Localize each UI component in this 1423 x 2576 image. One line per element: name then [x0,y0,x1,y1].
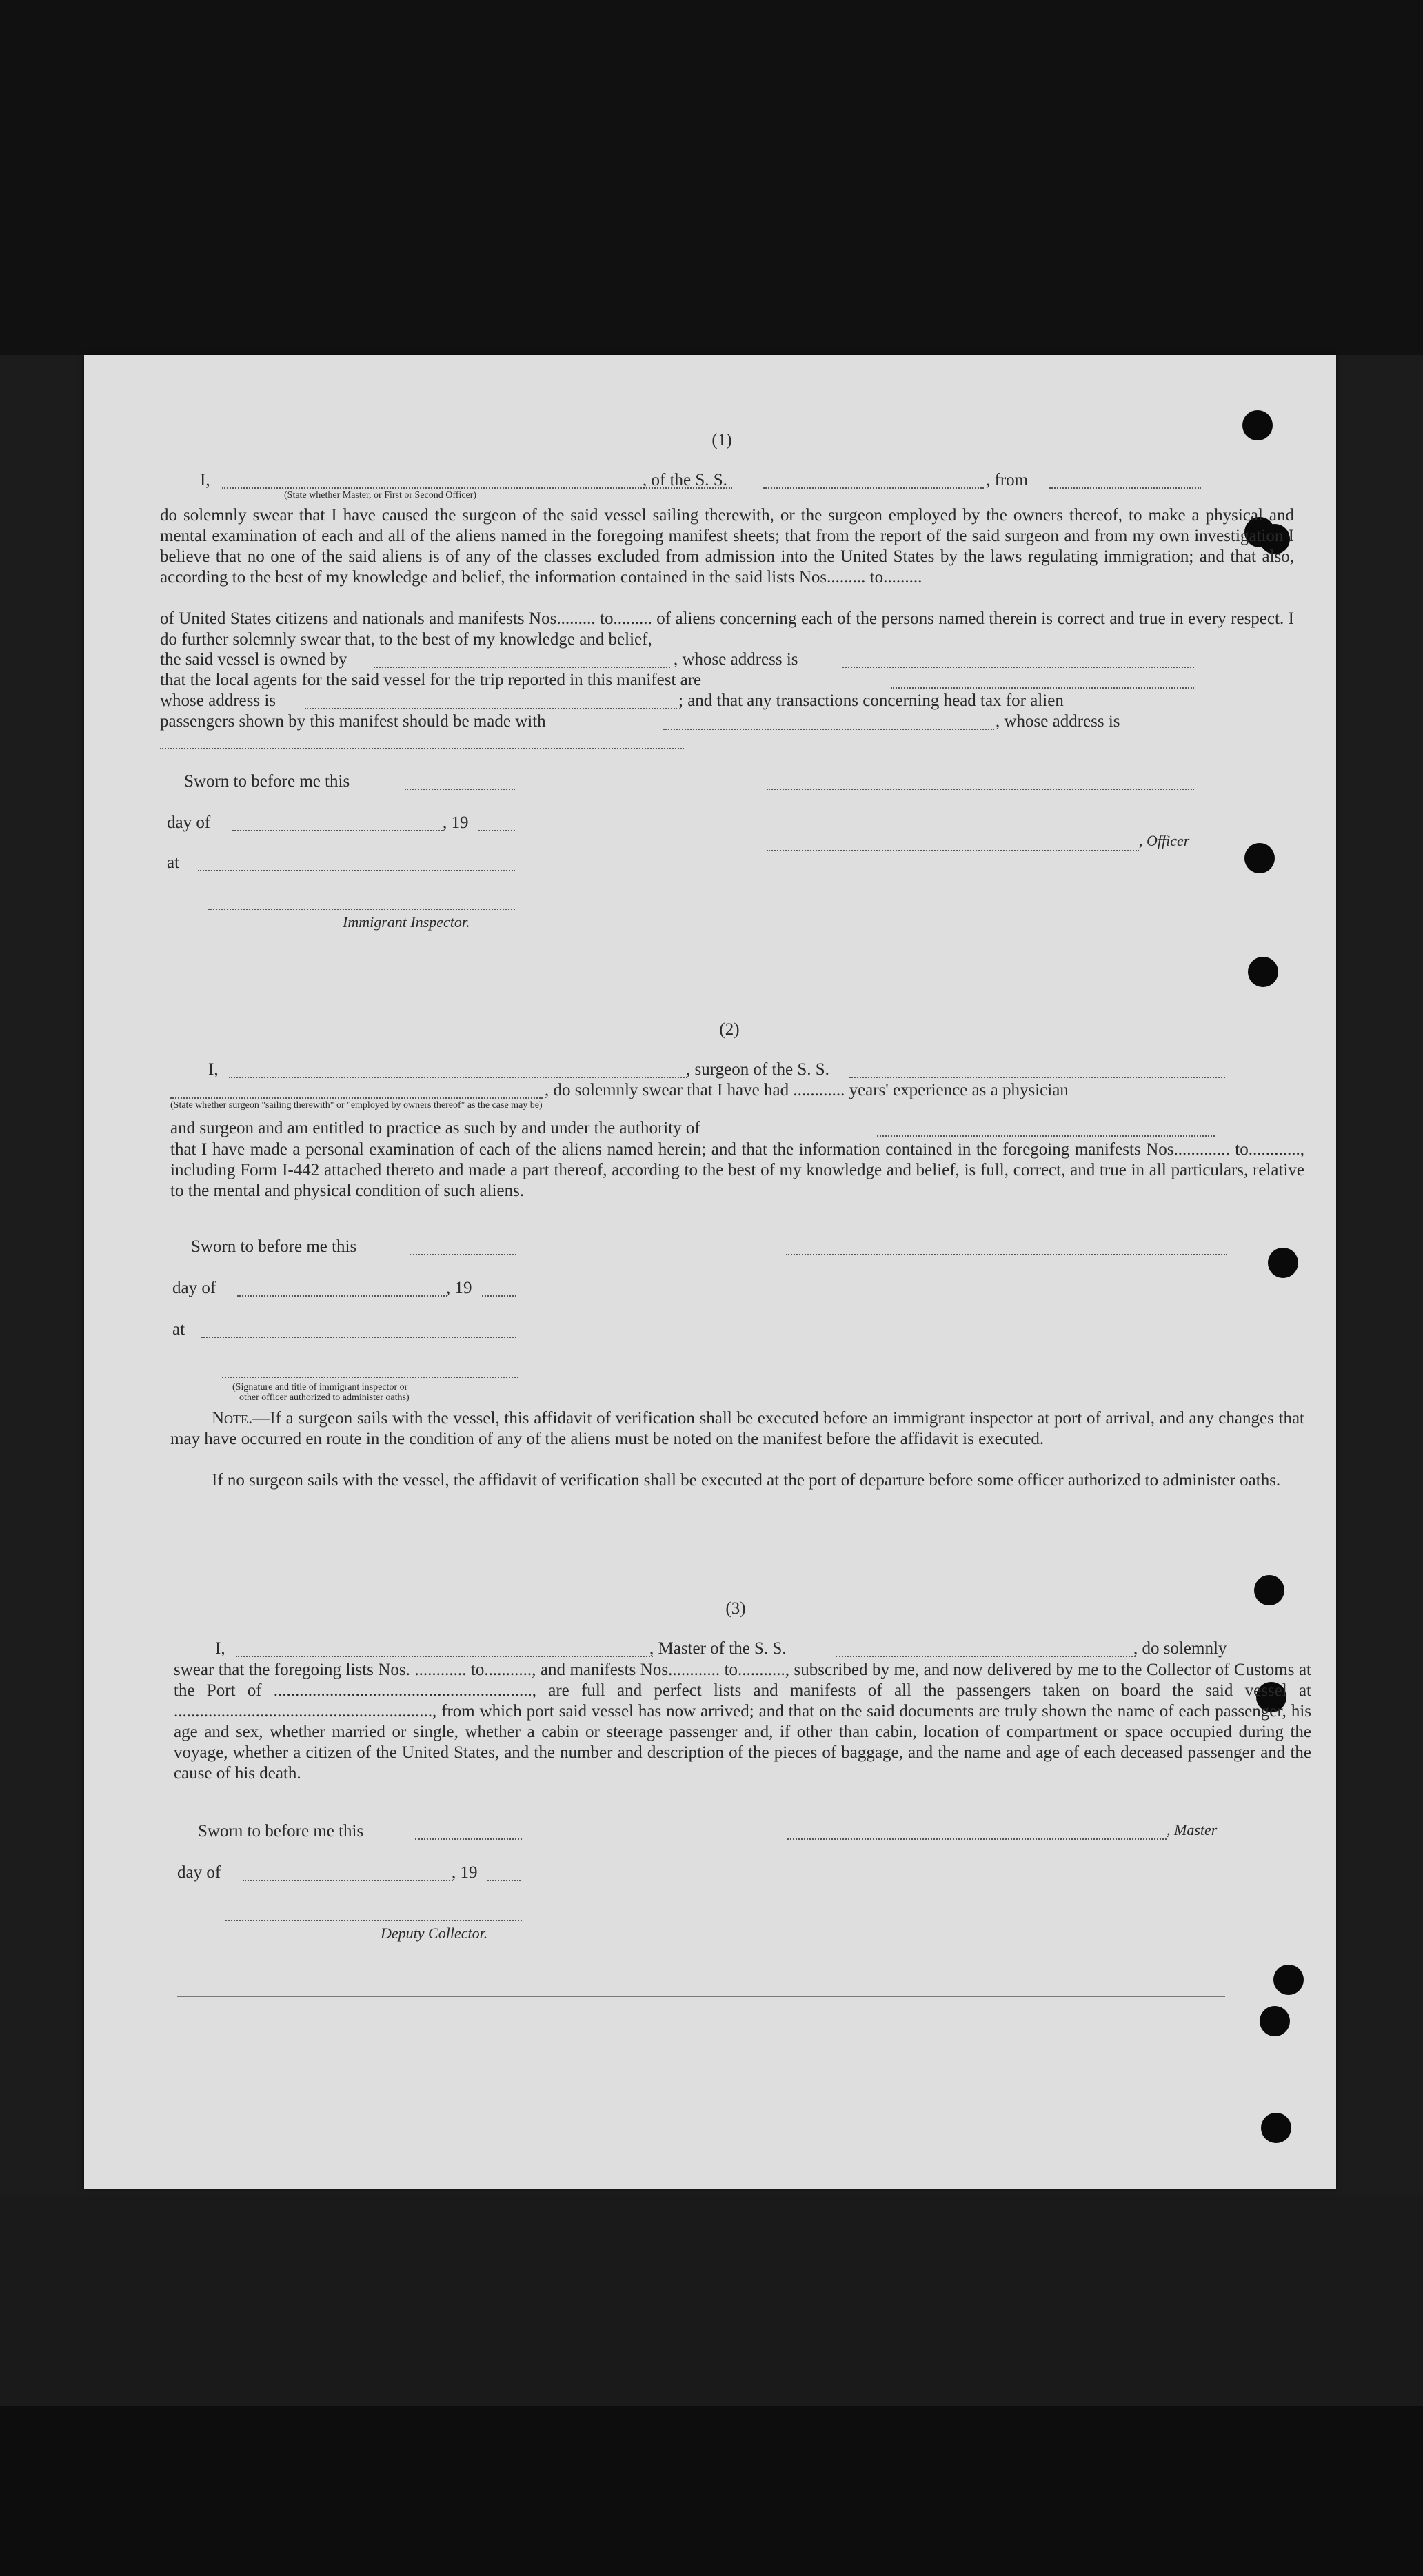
s1-owned: the said vessel is owned by [160,650,347,669]
s3-collector-signature-field [225,1920,522,1921]
punch-hole [1268,1248,1298,1278]
s1-year-field [478,830,515,831]
s1-agents-field [891,687,1194,689]
manifest-page [84,355,1336,2189]
punch-hole [1273,1965,1304,1995]
s2-day: day of [172,1279,216,1297]
s1-day: day of [167,813,211,832]
s2-caption: (State whether surgeon "sailing therewith" or "employed by owners thereof" as the case may be) [170,1100,543,1110]
s1-owner-field [374,667,670,668]
s3-master-label: , Master [1167,1821,1218,1838]
punch-hole [1244,843,1275,873]
scan-background-top [0,0,1423,355]
punch-hole [1260,2006,1290,2036]
s1-pass: passengers shown by this manifest should be made with [160,712,546,731]
s1-at: at [167,853,180,872]
s1-sworn-field [405,789,515,790]
scan-film-strip [0,2406,1423,2576]
section-2-number: (2) [719,1020,740,1039]
s2-at-field [201,1337,516,1338]
s3-line1-i: I, [215,1639,225,1658]
s2-line2: , do solemnly swear that I have had ............ years' experience as a physician [545,1081,1069,1099]
s1-line1-from: , from [986,471,1029,489]
s1-nineteen: , 19 [443,813,469,832]
punch-hole [1248,957,1278,987]
s3-day-field [243,1880,453,1881]
s1-agents: that the local agents for the said vessel for the trip reported in this manifest are [160,671,702,689]
punch-hole [1242,410,1273,440]
s2-signature-field [786,1254,1227,1255]
s3-vessel-field [836,1656,1136,1657]
s1-line1-i: I, [200,471,210,489]
s1-caption: (State whether Master, or First or Second Officer) [284,490,477,500]
s2-note [170,1408,1304,1450]
s1-body-b: of United States citizens and nationals and manifests Nos......... to......... of aliens concerning each of the persons named therein is correct and true in every respect. I do further solemnly swear that, to the best of my knowledge and belief, [160,609,1294,649]
punch-hole [1254,1575,1284,1605]
s2-sig-caption-1: (Signature and title of immigrant inspector or [232,1382,408,1392]
s3-body: swear that the foregoing lists Nos. ............ to..........., and manifests Nos............ to..........., subscribed by me, and now delivered by me to the Collector of Customs at the Port of ............................................................, are full and perfect lists and manifests of all the passengers taken on board the said vessel at ............................................................, from which port said vessel has now arrived; and that on the said documents are truly shown the name of each passenger, his age and sex, whether married or single, whether a cabin or steerage passenger and, if other than cabin, location of compartment or space occupied during the voyage, whether a citizen of the United States, and the number and description of the pieces of baggage, and the name and age of each deceased passenger and the cause of his death. [174,1661,1311,1783]
s2-authority-field [877,1135,1215,1137]
s2-day-field [237,1295,447,1297]
s1-agent-address-field [305,708,677,709]
s2-sworn-field [410,1254,516,1255]
s1-day-field [232,830,443,831]
s1-taxagent-field [663,729,994,730]
s1-inspector-signature-field [208,909,515,910]
s1-vessel-field [763,487,984,489]
s3-year-field [487,1880,521,1881]
s2-body: that I have made a personal examination of each of the aliens named herein; and that the information contained in the foregoing manifests Nos............. to............, including Form I-442 attached thereto and made a part thereof, according to the best of my knowledge and belief, is full, correct, and true in all particulars, relative to the mental and physical condition of such aliens. [170,1140,1304,1200]
section-1-number: (1) [712,431,732,449]
s2-name-field [229,1077,687,1078]
s3-sworn-field [415,1838,522,1840]
s2-status-field [170,1097,543,1099]
s3-master: , Master of the S. S. [649,1639,787,1658]
s1-whose2: whose address is [160,691,276,710]
s1-whose: , whose address is [674,650,798,669]
s1-at-field [198,870,515,871]
s2-at: at [172,1320,185,1339]
s2-line1-i: I, [208,1060,219,1079]
s3-sworn: Sworn to before me this [198,1822,364,1840]
s3-master-signature-field [787,1838,1167,1840]
s2-vessel-field [849,1077,1225,1078]
s1-trans: ; and that any transactions concerning head tax for alien [678,691,1064,710]
s2-line3: and surgeon and am entitled to practice as such by and under the authority of [170,1119,700,1137]
section-3-number: (3) [725,1599,746,1618]
s2-inspector-signature-field [222,1377,518,1378]
s1-line1-of: , of the S. S. [643,471,727,489]
s2-sig-caption-2: other officer authorized to administer oaths) [239,1392,410,1403]
s3-day: day of [177,1863,221,1882]
bottom-rule [177,1996,1225,1997]
s1-officer-label: , Officer [1139,832,1190,849]
s1-officer-signature-field [767,850,1139,851]
s2-note-body: —If a surgeon sails with the vessel, this affidavit of verification shall be executed before an immigrant inspector at port of arrival, and any changes that may have occurred en route in the condition of any of the aliens must be noted on the manifest before the affidavit is executed. [170,1409,1304,1448]
s2-surgeon: , surgeon of the S. S. [686,1060,829,1079]
s3-collector-label: Deputy Collector. [381,1925,488,1942]
s2-year-field [482,1295,516,1297]
punch-hole [1261,2113,1291,2143]
s1-taxagent-address-field [160,748,684,749]
s1-owner-address-field [842,667,1194,668]
s3-nineteen: , 19 [452,1863,478,1882]
s2-sworn: Sworn to before me this [191,1237,357,1256]
s3-name-field [236,1656,653,1657]
s2-nineteen: , 19 [446,1279,472,1297]
s2-note2: If no surgeon sails with the vessel, the affidavit of verification shall be executed at the port of departure before some officer authorized to administer oaths. [212,1471,1281,1490]
s1-signature-field [767,789,1194,790]
s1-inspector-label: Immigrant Inspector. [343,913,470,931]
s1-body-a: do solemnly swear that I have caused the surgeon of the said vessel sailing therewith, or the surgeon employed by the owners thereof, to make a physical and mental examination of each and all of the aliens named in the foregoing manifest sheets; that from the report of the said surgeon and from my own investigation I believe that no one of the said aliens is of any of the classes excluded from admission into the United States by the laws regulating immigration; and that also, according to the best of my knowledge and belief, the information contained in the said lists Nos......... to......... [160,506,1294,587]
s1-whose3: , whose address is [996,712,1120,731]
s3-end: , do solemnly [1133,1639,1227,1658]
s2-note-label: Note. [212,1409,253,1428]
s1-sworn: Sworn to before me this [184,772,350,791]
s1-from-field [1049,487,1201,489]
